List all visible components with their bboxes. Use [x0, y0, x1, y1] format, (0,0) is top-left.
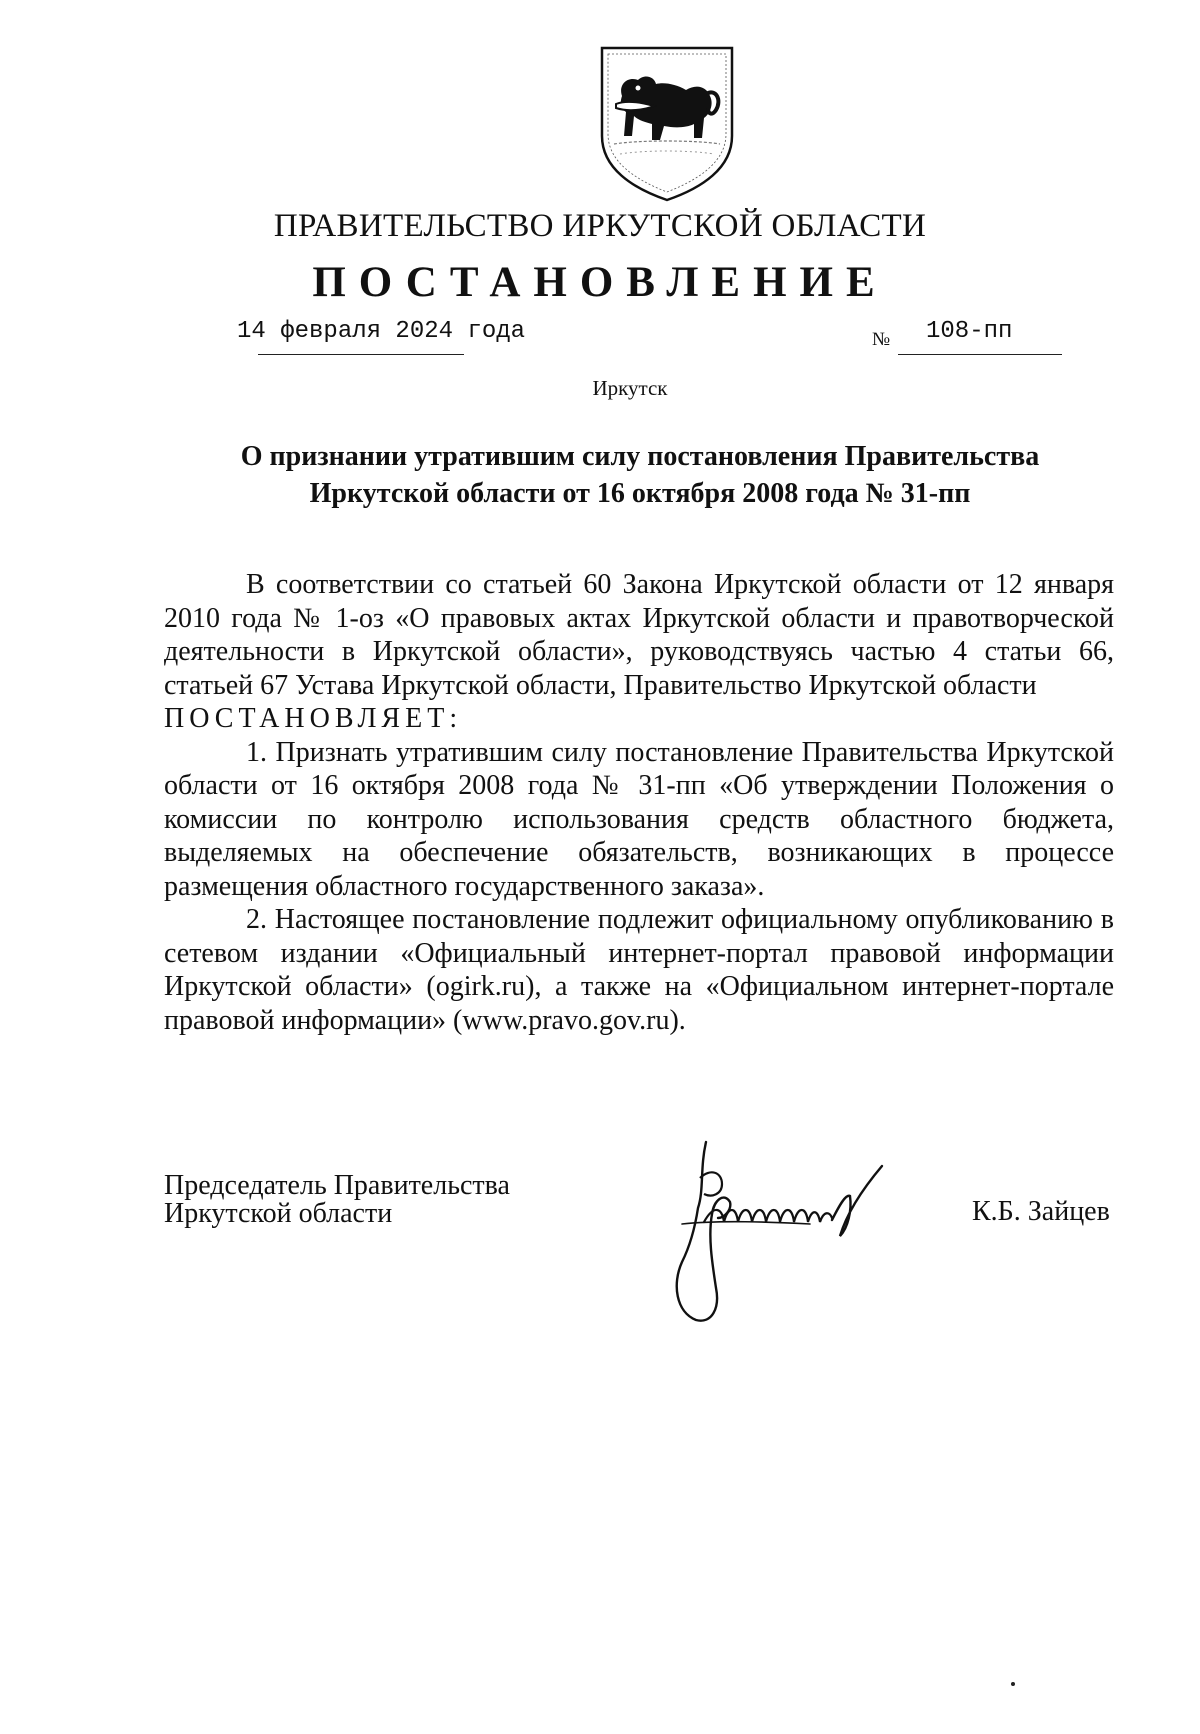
document-date: 14 февраля 2024 года — [237, 318, 526, 345]
preamble-paragraph: В соответствии со статьей 60 Закона Иркутской области от 12 января 2010 года № 1-оз «О правовых актах Иркутской области и правотворческой деятельности в Иркутской области», руководствуясь частью 4 статьи 66, статьей 67 Устава Иркутской области, Правительство Иркутской области — [164, 569, 1114, 701]
signer-position-line: Председатель Правительства — [164, 1170, 510, 1201]
signer-name: К.Б. Зайцев — [972, 1196, 1110, 1227]
signer-position — [164, 1172, 510, 1228]
document-type: ПОСТАНОВЛЕНИЕ — [312, 259, 888, 306]
document-heading — [200, 438, 1080, 512]
number-underline — [898, 354, 1062, 355]
decree-item: 2. Настоящее постановление подлежит официальному опубликованию в сетевом издании «Официальный интернет-портал правовой информации Иркутской области» (ogirk.ru), а также на «Официальном интернет-портале правовой информации» (www.pravo.gov.ru). — [164, 904, 1114, 1036]
heading-line: Иркутской области от 16 октября 2008 года № 31-пп — [309, 478, 971, 509]
decree-word: ПОСТАНОВЛЯЕТ: — [164, 703, 463, 734]
handwritten-signature — [660, 1138, 920, 1328]
decree-item: 1. Признать утратившим силу постановление Правительства Иркутской области от 16 октября 2008 года № 31-пп «Об утверждении Положения о комиссии по контролю использования средств областного бюджета, выделяемых на обеспечение обязательств, возникающих в процессе размещения областного государственного заказа». — [164, 736, 1114, 902]
document-body — [164, 568, 1114, 1037]
government-title: ПРАВИТЕЛЬСТВО ИРКУТСКОЙ ОБЛАСТИ — [273, 208, 927, 244]
scan-speck — [1011, 1682, 1015, 1686]
document-number: 108-пп — [926, 318, 1013, 345]
document-city: Иркутск — [592, 376, 668, 400]
coat-of-arms-icon — [598, 44, 736, 204]
number-sign: № — [872, 329, 891, 350]
heading-line: О признании утратившим силу постановления Правительства — [240, 441, 1040, 472]
date-underline — [258, 354, 464, 355]
signer-position-line: Иркутской области — [164, 1198, 393, 1229]
